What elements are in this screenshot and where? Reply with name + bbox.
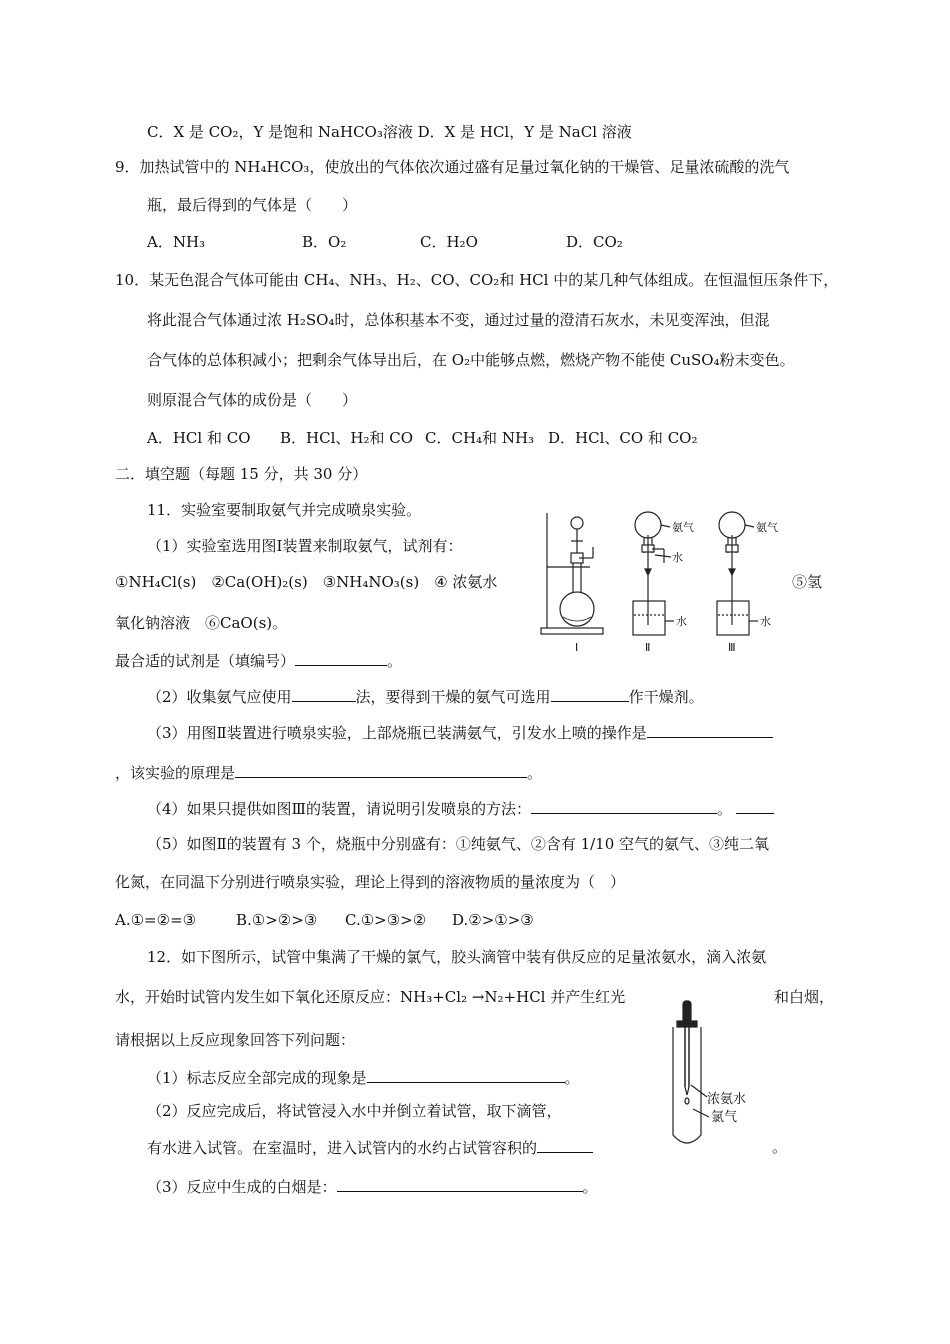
label-ammonia-iii: 氨气	[756, 521, 778, 534]
q11-part5-line1: （5）如图Ⅱ的装置有 3 个，烧瓶中分别盛有：①纯氨气、②含有 1/10 空气的氨气、③纯二氧	[147, 835, 770, 853]
answer-blank[interactable]	[295, 650, 387, 666]
q11-part3-line1	[147, 722, 773, 743]
q11-part2	[147, 686, 704, 707]
q10-option-b: B．HCl、H₂和 CO	[280, 429, 414, 447]
q10-stem-line4: 则原混合气体的成份是（ ）	[147, 391, 358, 409]
q12-stem-line2a: 水，开始时试管内发生如下氧化还原反应：NH₃+Cl₂ →N₂+HCl 并产生红光	[115, 988, 626, 1006]
q11-option-d: D.②>①>③	[452, 911, 534, 929]
answer-blank[interactable]	[551, 686, 629, 702]
stand-base	[541, 628, 603, 634]
q11-option-a: A.①=②=③	[115, 911, 197, 929]
beaker-iii	[717, 601, 749, 635]
label-water-ii: 水	[676, 615, 687, 628]
punct: 。	[387, 652, 403, 670]
answer-blank[interactable]	[531, 798, 717, 814]
answer-blank[interactable]	[292, 686, 356, 702]
q12-part3	[147, 1176, 598, 1197]
label-ammonia-ii: 氨气	[672, 521, 694, 534]
q9-option-b: B．O₂	[302, 233, 347, 251]
q11-part2-text-c: 作干燥剂。	[628, 688, 704, 706]
answer-blank[interactable]	[337, 1176, 583, 1192]
q11-option-c: C.①>③>②	[345, 911, 427, 929]
flask-iii	[719, 512, 745, 538]
q9-option-d: D．CO₂	[566, 233, 623, 251]
q9-stem-line2: 瓶，最后得到的气体是（ ）	[147, 196, 358, 214]
flask-ii	[635, 512, 661, 538]
punct: 。	[717, 800, 733, 818]
q11-part5-line2: 化氮，在同温下分别进行喷泉实验，理论上得到的溶液物质的量浓度为（ ）	[115, 873, 626, 891]
q12-part2-line2	[147, 1137, 593, 1158]
q10-stem-line2: 将此混合气体通过浓 H₂SO₄时，总体积基本不变，通过过量的澄清石灰水，未见变浑浊，但混	[147, 311, 770, 329]
section-title: 二．填空题（每题 15 分，共 30 分）	[115, 465, 368, 483]
q11-part3-text-a: （3）用图Ⅱ装置进行喷泉实验，上部烧瓶已装满氨气，引发水上喷的操作是	[147, 724, 647, 742]
answer-blank[interactable]	[537, 1137, 593, 1153]
q9-stem-line1: 9．加热试管中的 NH₄HCO₃，使放出的气体依次通过盛有足量过氧化钠的干燥管、足量浓硫酸的洗气	[115, 158, 790, 176]
q12-stem-line1: 12．如下图所示，试管中集满了干燥的氯气，胶头滴管中装有供反应的足量浓氨水，滴入浓氨	[147, 948, 767, 966]
q11-reagents: ①NH₄Cl(s) ②Ca(OH)₂(s) ③NH₄NO₃(s) ④ 浓氨水	[115, 573, 498, 591]
answer-blank[interactable]	[235, 762, 527, 778]
punct: 。	[582, 1178, 598, 1196]
q12-part2-end: 。	[772, 1138, 788, 1156]
dropper-bulb	[683, 1001, 691, 1023]
q8-option-cd: C．X 是 CO₂，Y 是饱和 NaHCO₃溶液 D．X 是 HCl，Y 是 NaCl 溶液	[147, 123, 632, 141]
q11-part3-line2	[115, 762, 542, 783]
q12-part1-text: （1）标志反应全部完成的现象是	[147, 1069, 367, 1087]
q11-part1-ask	[115, 650, 402, 671]
q11-part2-text-a: （2）收集氨气应使用	[147, 688, 292, 706]
q12-part3-text: （3）反应中生成的白烟是：	[147, 1178, 337, 1196]
answer-blank[interactable]	[647, 722, 773, 738]
q11-reagent5-end: 氧化钠溶液 ⑥CaO(s)。	[115, 614, 288, 632]
q11-part4-text: （4）如果只提供如图Ⅲ的装置，请说明引发喷泉的方法：	[147, 800, 532, 818]
q11-apparatus-figure	[535, 505, 795, 657]
q11-part1-ask-text: 最合适的试剂是（填编号）	[115, 652, 296, 670]
q12-part1	[147, 1067, 580, 1088]
q11-reagent5-start: ⑤氢	[792, 573, 823, 591]
q11-part4	[147, 798, 774, 819]
separatory-funnel	[571, 517, 583, 529]
q12-test-tube-figure	[665, 995, 775, 1155]
punct: 。	[564, 1069, 580, 1087]
q12-part2-line1: （2）反应完成后，将试管浸入水中并倒立着试管，取下滴管，	[147, 1102, 562, 1120]
q12-stem-line2b: 和白烟，	[774, 988, 835, 1006]
q11-part1: （1）实验室选用图Ⅰ装置来制取氨气，试剂有：	[147, 537, 463, 555]
q10-stem-line1: 10．某无色混合气体可能由 CH₄、NH₃、H₂、CO、CO₂和 HCl 中的某几种气体组成。在恒温恒压条件下，	[115, 271, 839, 289]
answer-blank[interactable]	[367, 1067, 565, 1083]
figure-label-i: Ⅰ	[575, 641, 579, 654]
q12-part2-text: 有水进入试管。在室温时，进入试管内的水约占试管容积的	[147, 1139, 538, 1157]
label-water-ii-top: 水	[672, 551, 683, 564]
label-chlorine: 氯气	[711, 1110, 738, 1125]
q11-part2-text-b: 法，要得到干燥的氨气可选用	[355, 688, 551, 706]
figure-label-iii: Ⅲ	[728, 641, 736, 654]
q10-option-d: D．HCl、CO 和 CO₂	[548, 429, 698, 447]
q11-part3-text-b: ，该实验的原理是	[115, 764, 236, 782]
q10-option-c: C．CH₄和 NH₃	[425, 429, 535, 447]
beaker-ii	[633, 601, 665, 635]
answer-blank[interactable]	[736, 798, 774, 814]
q9-option-a: A．NH₃	[147, 233, 206, 251]
label-conc-ammonia: 浓氨水	[707, 1092, 747, 1107]
test-tube	[673, 1027, 701, 1143]
q11-option-b: B.①>②>③	[236, 911, 318, 929]
figure-label-ii: Ⅱ	[645, 641, 651, 654]
q10-option-a: A．HCl 和 CO	[147, 429, 251, 447]
q12-stem-line3: 请根据以上反应现象回答下列问题：	[115, 1031, 356, 1049]
q10-stem-line3: 合气体的总体积减小；把剩余气体导出后，在 O₂中能够点燃，燃烧产物不能使 CuSO₄粉末变色。	[147, 351, 795, 369]
punct: 。	[527, 764, 543, 782]
q9-option-c: C．H₂O	[420, 233, 478, 251]
label-water-iii: 水	[760, 615, 771, 628]
q11-stem: 11．实验室要制取氨气并完成喷泉实验。	[147, 501, 422, 519]
